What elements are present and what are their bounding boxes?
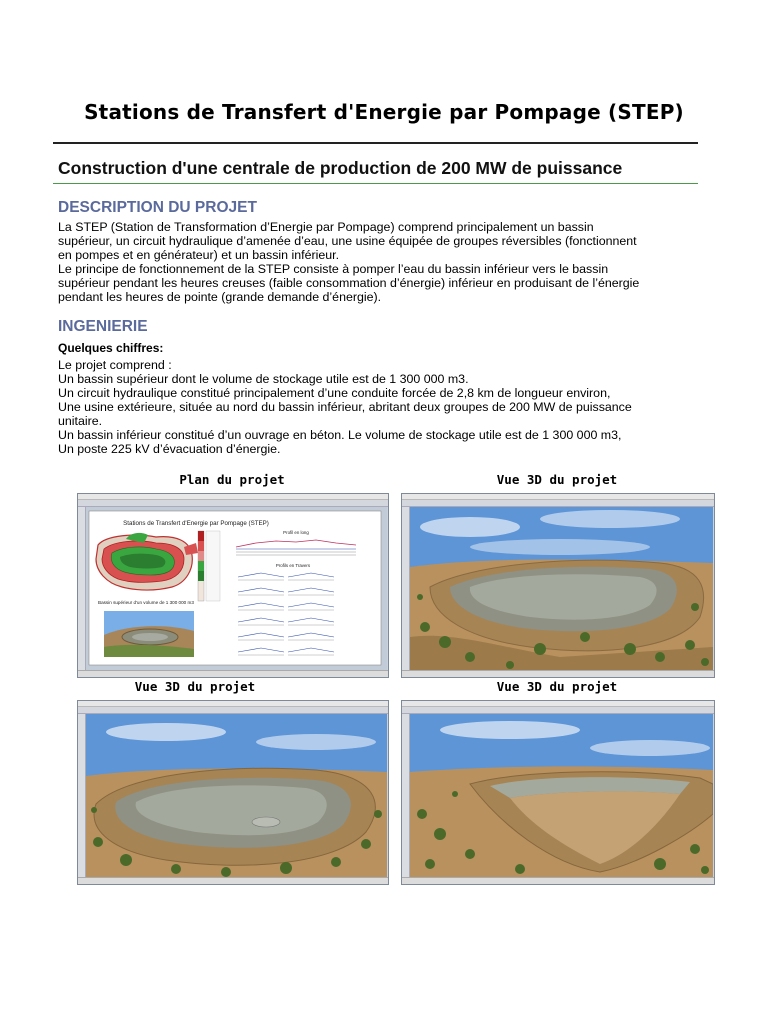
app-toolbar	[402, 500, 714, 507]
app-statusbar	[402, 670, 714, 677]
app-toolbar	[78, 500, 388, 507]
basin-contour-map	[96, 533, 198, 590]
figure-caption-plan: Plan du projet	[179, 472, 285, 487]
ingenierie-line: Un circuit hydraulique constitué principalement d’une conduite forcée de 2,8 km de longueur environ,	[58, 386, 611, 400]
app-statusbar	[78, 877, 388, 884]
document-title: Stations de Transfert d'Energie par Pompage (STEP)	[84, 100, 684, 124]
app-statusbar	[402, 877, 714, 884]
ingenierie-heading: INGENIERIE	[58, 318, 148, 335]
profil-long-label: Profil en long	[283, 530, 309, 535]
ingenierie-line: Une usine extérieure, située au nord du bassin inférieur, abritant deux groupes de 200 MW de puissance	[58, 400, 632, 414]
app-statusbar	[78, 670, 388, 677]
ingenierie-line: Un bassin inférieur constitué d’un ouvrage en béton. Le volume de stockage utile est de 1 300 000 m3,	[58, 428, 622, 442]
title-divider	[53, 142, 698, 144]
ingenierie-line: unitaire.	[58, 414, 103, 428]
profil-travers-label: Profils en Travers	[275, 563, 311, 568]
ingenierie-text	[58, 358, 678, 456]
subtitle-divider	[53, 183, 698, 184]
ingenierie-line: Un poste 225 kV d’évacuation d’énergie.	[58, 442, 281, 456]
figure-caption-3d-1: Vue 3D du projet	[496, 472, 618, 487]
description-heading: DESCRIPTION DU PROJET	[58, 199, 257, 216]
plan-title: Stations de Transfert d'Energie par Pompage (STEP)	[123, 520, 269, 527]
plan-viewport	[86, 507, 388, 670]
description-line: en pompes et en générateur) et un bassin inférieur.	[58, 248, 340, 262]
description-text	[58, 220, 678, 304]
ingenierie-line: Un bassin supérieur dont le volume de stockage utile est de 1 300 000 m3.	[58, 372, 469, 386]
figure-caption-3d-2: Vue 3D du projet	[134, 679, 256, 694]
basin-3d-thumbnail	[104, 611, 194, 657]
3d-viewport-2	[86, 714, 388, 877]
app-side-toolbar	[402, 714, 410, 877]
elevation-legend	[198, 531, 220, 601]
description-line: supérieur, un circuit hydraulique d’amenée d’eau, une usine équipée de groupes réversibles (fonctionnent	[58, 234, 637, 248]
ingenierie-subheading: Quelques chiffres:	[58, 341, 164, 355]
app-toolbar	[78, 707, 388, 714]
3d-view-screenshot-1	[401, 493, 715, 678]
description-line: La STEP (Station de Transformation d’Energie par Pompage) comprend principalement un bassin	[58, 220, 594, 234]
3d-view-screenshot-2	[77, 700, 389, 885]
3d-viewport-3	[410, 714, 714, 877]
app-toolbar	[402, 707, 714, 714]
basin-label: Bassin supérieur d'un volume de 1 300 000 m3	[98, 600, 194, 605]
description-line: pendant les heures de pointe (grande demande d’énergie).	[58, 290, 382, 304]
app-side-toolbar	[78, 507, 86, 670]
3d-view-screenshot-3	[401, 700, 715, 885]
ingenierie-line: Le projet comprend :	[58, 358, 172, 372]
figure-caption-3d-3: Vue 3D du projet	[496, 679, 618, 694]
document-subtitle: Construction d'une centrale de production de 200 MW de puissance	[58, 158, 623, 178]
plan-screenshot	[77, 493, 389, 678]
description-line: supérieur pendant les heures creuses (faible consommation d’énergie) inférieur en produisant de l’énergie	[58, 276, 640, 290]
app-side-toolbar	[402, 507, 410, 670]
app-side-toolbar	[78, 714, 86, 877]
3d-viewport-1	[410, 507, 714, 670]
description-line: Le principe de fonctionnement de la STEP consiste à pomper l’eau du bassin inférieur vers le bassin	[58, 262, 609, 276]
